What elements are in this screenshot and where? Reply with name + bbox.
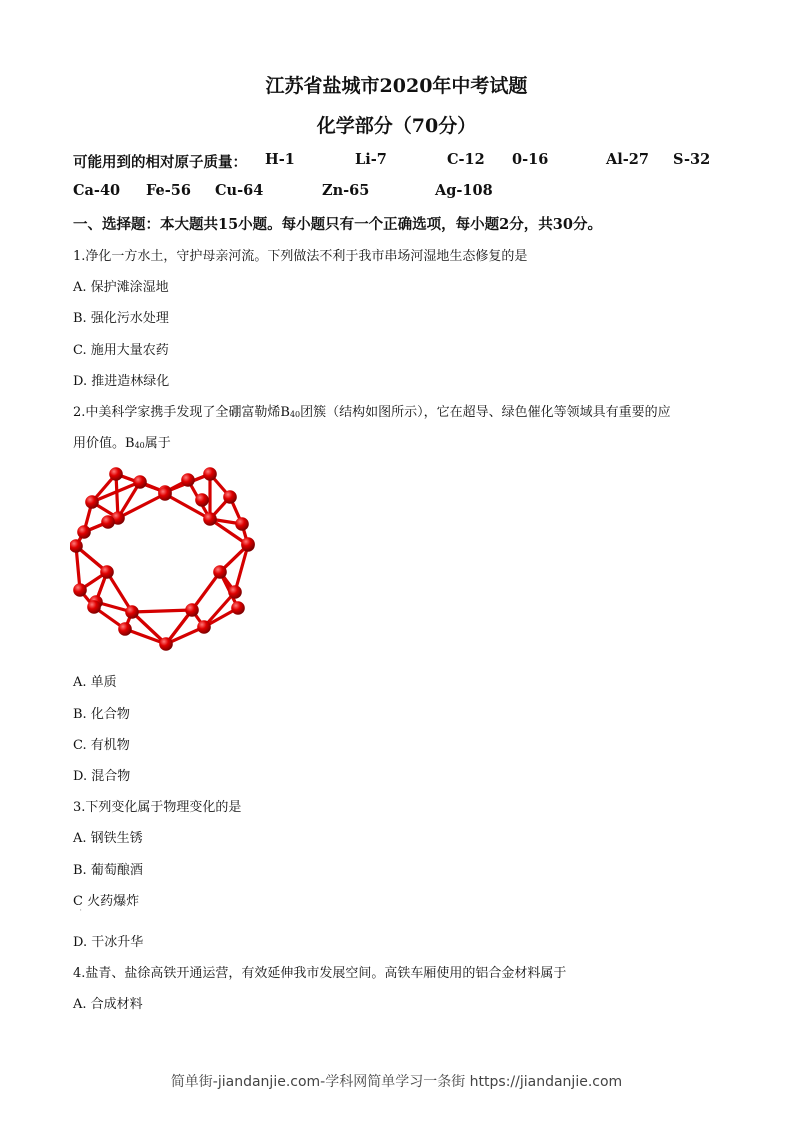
- boron-atom: [203, 512, 217, 526]
- question-4-option-a: A. 合成材料: [73, 997, 143, 1012]
- atomic-mass-item: Ca-40: [73, 182, 121, 199]
- question-3-stem: 3.下列变化属于物理变化的是: [73, 800, 242, 815]
- atomic-mass-item: Fe-56: [146, 182, 191, 199]
- boron-atom: [101, 515, 115, 529]
- question-1-option-a: A. 保护滩涂湿地: [73, 280, 169, 295]
- atomic-mass-item: Al-27: [606, 151, 649, 168]
- boron-atom: [197, 620, 211, 634]
- question-3-option-a: A. 钢铁生锈: [73, 831, 143, 846]
- boron-atom: [85, 495, 99, 509]
- atomic-masses-label: 可能用到的相对原子质量：: [73, 154, 247, 171]
- question-1-option-d: D. 推进造林绿化: [73, 374, 170, 389]
- boron-atom: [213, 565, 227, 579]
- boron-atom: [77, 525, 91, 539]
- bond-line: [132, 610, 192, 612]
- question-2-stem-text: 属于: [144, 436, 171, 451]
- question-2-option-b: B. 化合物: [73, 707, 130, 722]
- atomic-mass-item: 0-16: [512, 151, 549, 168]
- page-subtitle: 化学部分（70分）: [316, 115, 477, 137]
- question-3-option-d: D. 干冰升华: [73, 935, 144, 950]
- section-heading: 一、选择题：本大题共15小题。每小题只有一个正确选项，每小题2分，共30分。: [73, 216, 602, 233]
- boron-atom: [125, 605, 139, 619]
- atomic-mass-item: Li-7: [355, 151, 387, 168]
- question-2-stem-text: 用价值。B: [73, 436, 135, 451]
- boron-atom: [133, 475, 147, 489]
- boron-atom: [159, 637, 173, 651]
- question-2-option-d: D. 混合物: [73, 769, 131, 784]
- boron-atom: [235, 517, 249, 531]
- boron-atom: [223, 490, 237, 504]
- question-2-stem-text: 团簇（结构如图所示），它在超导、绿色催化等领域具有重要的应: [300, 405, 671, 420]
- boron-atom: [195, 493, 209, 507]
- boron-atom: [158, 487, 172, 501]
- question-1-option-c: C. 施用大量农药: [73, 343, 169, 358]
- boron-atom: [73, 583, 87, 597]
- boron-atom: [228, 585, 242, 599]
- question-2-option-c: C. 有机物: [73, 738, 130, 753]
- question-1-stem: 1.净化一方水土，守护母亲河流。下列做法不利于我市串场河湿地生态修复的是: [73, 249, 528, 264]
- question-2-option-a: A. 单质: [73, 675, 117, 690]
- b40-cluster-figure: [70, 462, 260, 657]
- question-3-option-b: B. 葡萄酿酒: [73, 863, 143, 878]
- subscript-40: 40: [289, 410, 301, 419]
- atomic-mass-item: Cu-64: [215, 182, 264, 199]
- boron-atom: [241, 537, 255, 551]
- bond-line: [192, 572, 220, 610]
- boron-atom: [109, 467, 123, 481]
- boron-atom: [87, 600, 101, 614]
- page-title: 江苏省盐城市2020年中考试题: [265, 75, 528, 97]
- question-2-stem-line2: [73, 432, 171, 451]
- atomic-mass-item: H-1: [265, 151, 295, 168]
- atomic-mass-item: Zn-65: [322, 182, 370, 199]
- subscript-40: 40: [134, 441, 145, 450]
- atomic-mass-item: C-12: [447, 151, 485, 168]
- question-3-option-c: C 火药爆炸: [73, 894, 140, 909]
- boron-atom: [185, 603, 199, 617]
- boron-atom: [203, 467, 217, 481]
- boron-atom: [181, 473, 195, 487]
- stray-mark: ': [80, 909, 82, 916]
- question-2-stem-line1: [73, 401, 671, 420]
- question-2-stem-text: 2.中美科学家携手发现了全硼富勒烯B: [73, 405, 290, 420]
- question-1-option-b: B. 强化污水处理: [73, 311, 169, 326]
- boron-atom: [231, 601, 245, 615]
- question-4-stem: 4.盐青、盐徐高铁开通运营，有效延伸我市发展空间。高铁车厢使用的铝合金材料属于: [73, 966, 567, 981]
- atomic-mass-item: Ag-108: [435, 182, 493, 199]
- atomic-mass-item: S-32: [673, 151, 711, 168]
- bond-line: [204, 592, 235, 627]
- boron-atom: [100, 565, 114, 579]
- page-footer: 简单街-jiandanjie.com-学科网简单学习一条街 https://jiandanjie.com: [170, 1074, 623, 1090]
- boron-atom: [118, 622, 132, 636]
